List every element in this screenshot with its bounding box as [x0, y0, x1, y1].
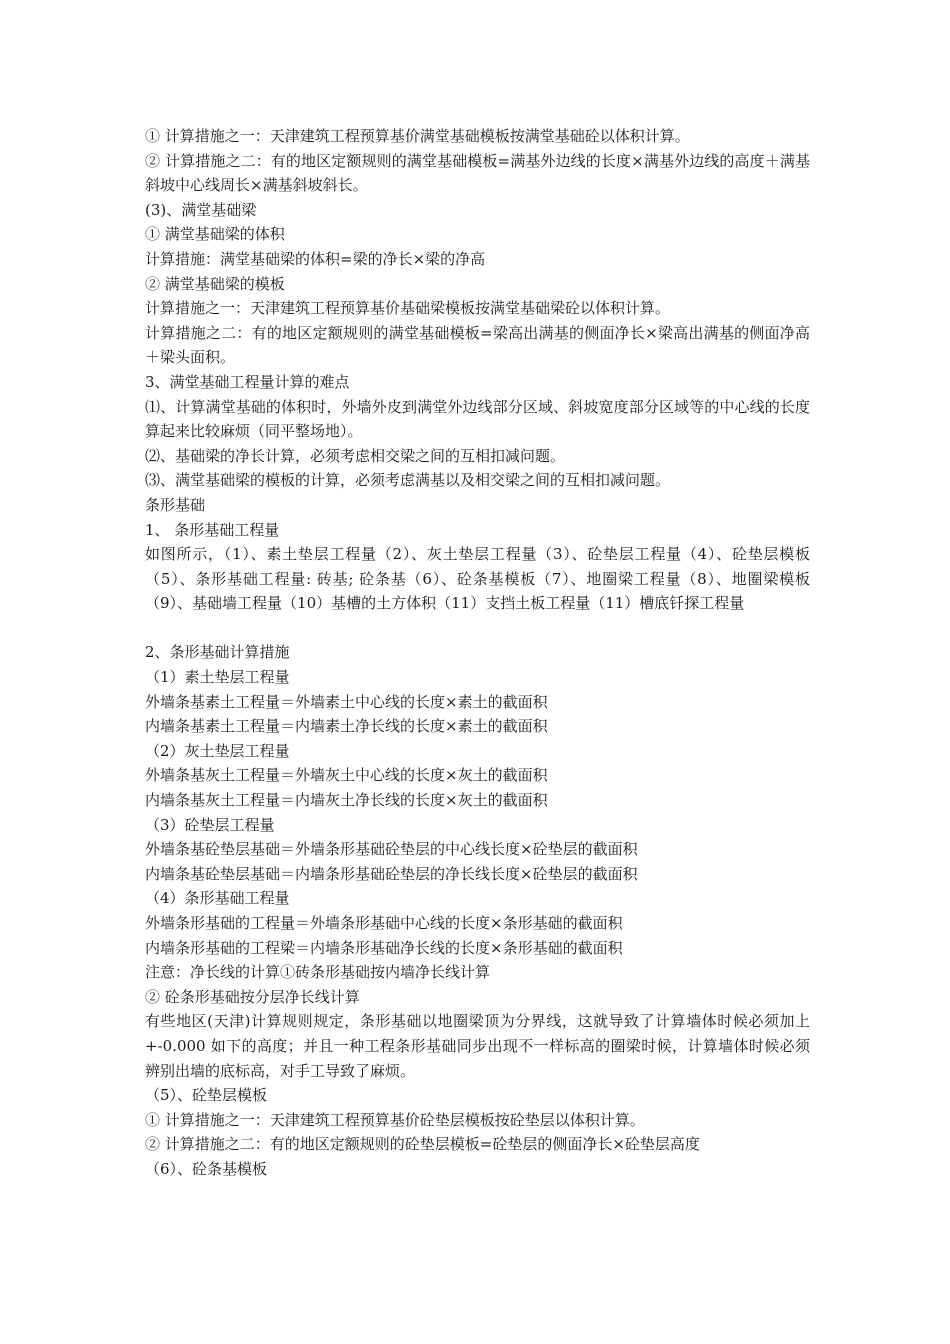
text-line: 计算措施之一：天津建筑工程预算基价基础梁模板按满堂基础梁砼以体积计算。: [145, 299, 671, 318]
text-line: ⑴、计算满堂基础的体积时，外墙外皮到满堂外边线部分区域、斜坡宽度部分区域等的中心线的长度算起来比较麻烦（同平整场地）。: [145, 397, 810, 441]
text-line: ② 计算措施之二：有的地区定额规则的砼垫层模板=砼垫层的侧面净长×砼垫层高度: [145, 1135, 700, 1154]
blank-line: [145, 616, 810, 641]
section-heading: 2、条形基础计算措施: [145, 643, 290, 662]
text-line: 外墙条基砼垫层基础＝外墙条形基础砼垫层的中心线长度×砼垫层的截面积: [145, 840, 638, 859]
text-line: ② 砼条形基础按分层净长线计算: [145, 987, 360, 1006]
text-line: 注意：净长线的计算①砖条形基础按内墙净长线计算: [145, 963, 491, 982]
section-heading: 3、满堂基础工程量计算的难点: [145, 372, 350, 391]
section-heading: 条形基础: [145, 495, 206, 514]
text-line: 计算措施之二：有的地区定额规则的满堂基础模板=梁高出满基的侧面净长×梁高出满基的侧面净高＋梁头面积。: [145, 323, 810, 367]
text-line: 内墙条基砼垫层基础＝内墙条形基础砼垫层的净长线长度×砼垫层的截面积: [145, 864, 638, 883]
subsection-heading: （3）砼垫层工程量: [145, 815, 275, 834]
section-heading: 1、 条形基础工程量: [145, 520, 280, 539]
subsection-heading: （1）素土垫层工程量: [145, 668, 290, 687]
section-heading: (3)、满堂基础梁: [145, 200, 257, 219]
text-line: ① 计算措施之一：天津建筑工程预算基价满堂基础模板按满堂基础砼以体积计算。: [145, 127, 690, 145]
document-page: [145, 124, 810, 1182]
text-line: ① 计算措施之一：天津建筑工程预算基价砼垫层模板按砼垫层以体积计算。: [145, 1110, 645, 1129]
text-line: 计算措施：满堂基础梁的体积=梁的净长×梁的净高: [145, 249, 486, 268]
subsection-heading: （2）灰土垫层工程量: [145, 741, 290, 760]
text-line: 内墙条基素土工程量＝内墙素土净长线的长度×素土的截面积: [145, 717, 548, 736]
text-line: ② 满堂基础梁的模板: [145, 274, 285, 293]
text-line: ② 计算措施之二：有的地区定额规则的满堂基础模板=满基外边线的长度×满基外边线的高度＋满基斜坡中心线周长×满基斜坡斜长。: [145, 151, 810, 195]
text-line: ⑵、基础梁的净长计算，必须考虑相交梁之间的互相扣减问题。: [145, 446, 566, 465]
text-line: 外墙条基灰土工程量＝外墙灰土中心线的长度×灰土的截面积: [145, 766, 548, 785]
text-line: 内墙条基灰土工程量＝内墙灰土净长线的长度×灰土的截面积: [145, 791, 548, 810]
text-line: 外墙条形基础的工程量＝外墙条形基础中心线的长度×条形基础的截面积: [145, 914, 623, 932]
text-line: 内墙条形基础的工程梁＝内墙条形基础净长线的长度×条形基础的截面积: [145, 938, 623, 957]
text-line: 有些地区(天津)计算规则规定，条形基础以地圈梁顶为分界线，这就导致了计算墙体时候必须加上+-0.000 如下的高度；并且一种工程条形基础同步出现不一样标高的圈梁时候，计算墙体时候必须辨别出墙的底标高，对手工导致了麻烦。: [145, 1012, 810, 1080]
text-line: ① 满堂基础梁的体积: [145, 225, 285, 244]
subsection-heading: （5）、砼垫层模板: [145, 1086, 268, 1105]
text-line: ⑶、满堂基础梁的模板的计算，必须考虑满基以及相交梁之间的互相扣减问题。: [145, 471, 671, 490]
subsection-heading: （6）、砼条基模板: [145, 1159, 268, 1178]
text-line: 如图所示，（1）、素土垫层工程量（2）、灰土垫层工程量（3）、砼垫层工程量（4）、砼垫层模板（5）、条形基础工程量: 砖基; 砼条基（6）、砼条基模板（7）、地圈梁工程量（8）、地圈梁模板（9）、基础墙工程量（10）基槽的土方体积（11）支挡土板工程量（11）槽底钎探工程量: [145, 545, 810, 613]
subsection-heading: （4）条形基础工程量: [145, 889, 290, 908]
text-line: 外墙条基素土工程量＝外墙素土中心线的长度×素土的截面积: [145, 692, 548, 711]
